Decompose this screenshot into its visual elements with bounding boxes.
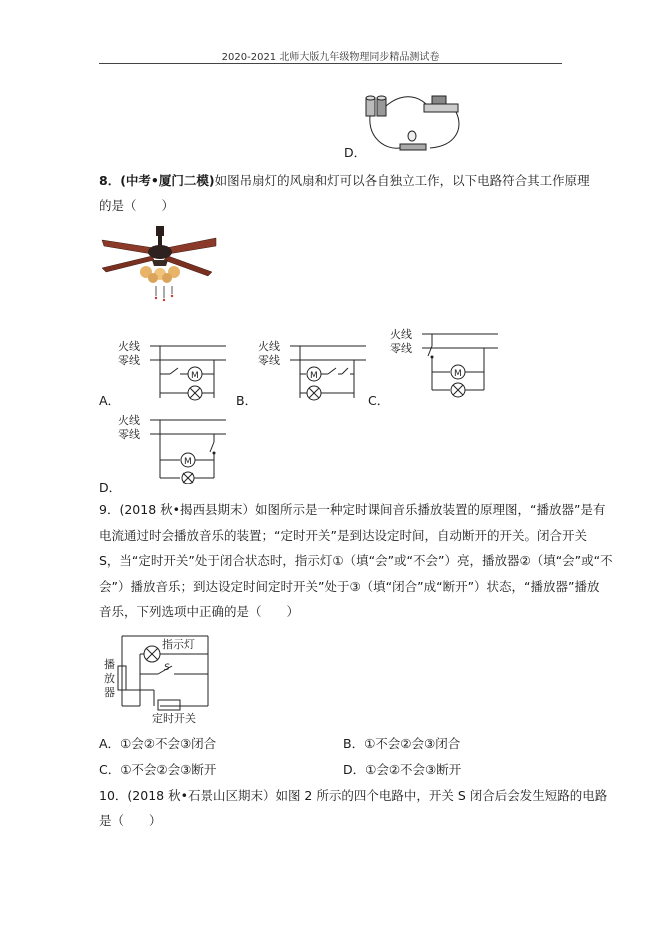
q8b-neutral-label: 零线 bbox=[258, 354, 280, 367]
q8b-motor: M bbox=[310, 371, 318, 381]
ceiling-fan-image bbox=[100, 226, 218, 308]
q8d-neutral-label: 零线 bbox=[118, 428, 140, 441]
q9-indicator-label: 指示灯 bbox=[162, 638, 195, 651]
q8-option-a: A． bbox=[99, 393, 121, 408]
q8d-motor: M bbox=[184, 457, 192, 467]
q9-circuit-diagram bbox=[100, 630, 216, 728]
q8-circuit-b bbox=[258, 338, 370, 408]
q9-player-char3: 器 bbox=[104, 686, 115, 699]
q8a-motor: M bbox=[191, 371, 199, 381]
header-rule bbox=[99, 63, 562, 64]
q8c-neutral-label: 零线 bbox=[390, 342, 412, 355]
q9-timer-label: 定时开关 bbox=[152, 712, 196, 725]
q9-line5: 音乐，下列选项中正确的是（ ） bbox=[99, 604, 300, 619]
page-header: 2020-2021 北师大版九年级物理同步精品测试卷 bbox=[221, 52, 440, 63]
q8d-live-label: 火线 bbox=[118, 414, 140, 427]
q9-option-b: B．①不会②会③闭合 bbox=[343, 736, 461, 751]
q9-player-char2: 放 bbox=[104, 672, 115, 685]
q8-option-b: B． bbox=[236, 393, 258, 408]
q9-line1: 9．(2018 秋•揭西县期末）如图所示是一种定时课间音乐播放装置的原理图，“播放器”是有 bbox=[99, 502, 606, 517]
q8-number-source: 8．(中考•厦门二模) bbox=[99, 173, 215, 188]
q8b-live-label: 火线 bbox=[258, 340, 280, 353]
q9-line2: 电流通过时会播放音乐的装置；“定时开关”是到达设定时间，自动断开的开关。闭合开关 bbox=[99, 528, 587, 543]
q8a-neutral-label: 零线 bbox=[118, 354, 140, 367]
q8-circuit-a bbox=[118, 338, 228, 408]
q7-option-d-photo bbox=[360, 88, 470, 156]
q9-option-a: A．①会②不会③闭合 bbox=[99, 736, 217, 751]
q9-player-char1: 播 bbox=[104, 658, 115, 671]
q8-option-d: D． bbox=[99, 480, 122, 495]
q8-stem-line1 bbox=[99, 171, 590, 191]
q9-line3: S，当“定时开关”处于闭合状态时，指示灯①（填“会”或“不会”）亮，播放器②（填“会”或“不 bbox=[99, 553, 613, 568]
q10-line1: 10．(2018 秋•石景山区期末）如图 2 所示的四个电路中，开关 S 闭合后会发生短路的电路 bbox=[99, 788, 608, 803]
q8c-motor: M bbox=[454, 369, 462, 379]
q9-option-d: D．①会②不会③断开 bbox=[343, 762, 462, 777]
q7-option-d-label: D． bbox=[344, 145, 367, 160]
q10-line2: 是（ ） bbox=[99, 813, 162, 828]
q8a-live-label: 火线 bbox=[118, 340, 140, 353]
q8-text-line1: 如图吊扇灯的风扇和灯可以各自独立工作，以下电路符合其工作原理 bbox=[214, 173, 590, 188]
q8c-live-label: 火线 bbox=[390, 328, 412, 341]
q8-circuit-c bbox=[390, 326, 500, 402]
q8-option-c: C． bbox=[368, 393, 390, 408]
q8-text-line2: 的是（ ） bbox=[99, 198, 175, 213]
q8-circuit-d bbox=[118, 412, 230, 484]
q9-line4: 会”）播放音乐；到达设定时间定时开关”处于③（填“闭合”成“断开”）状态，“播放器”播放 bbox=[99, 579, 600, 594]
q9-switch-label: S bbox=[164, 663, 170, 673]
q9-option-c: C．①不会②会③断开 bbox=[99, 762, 217, 777]
